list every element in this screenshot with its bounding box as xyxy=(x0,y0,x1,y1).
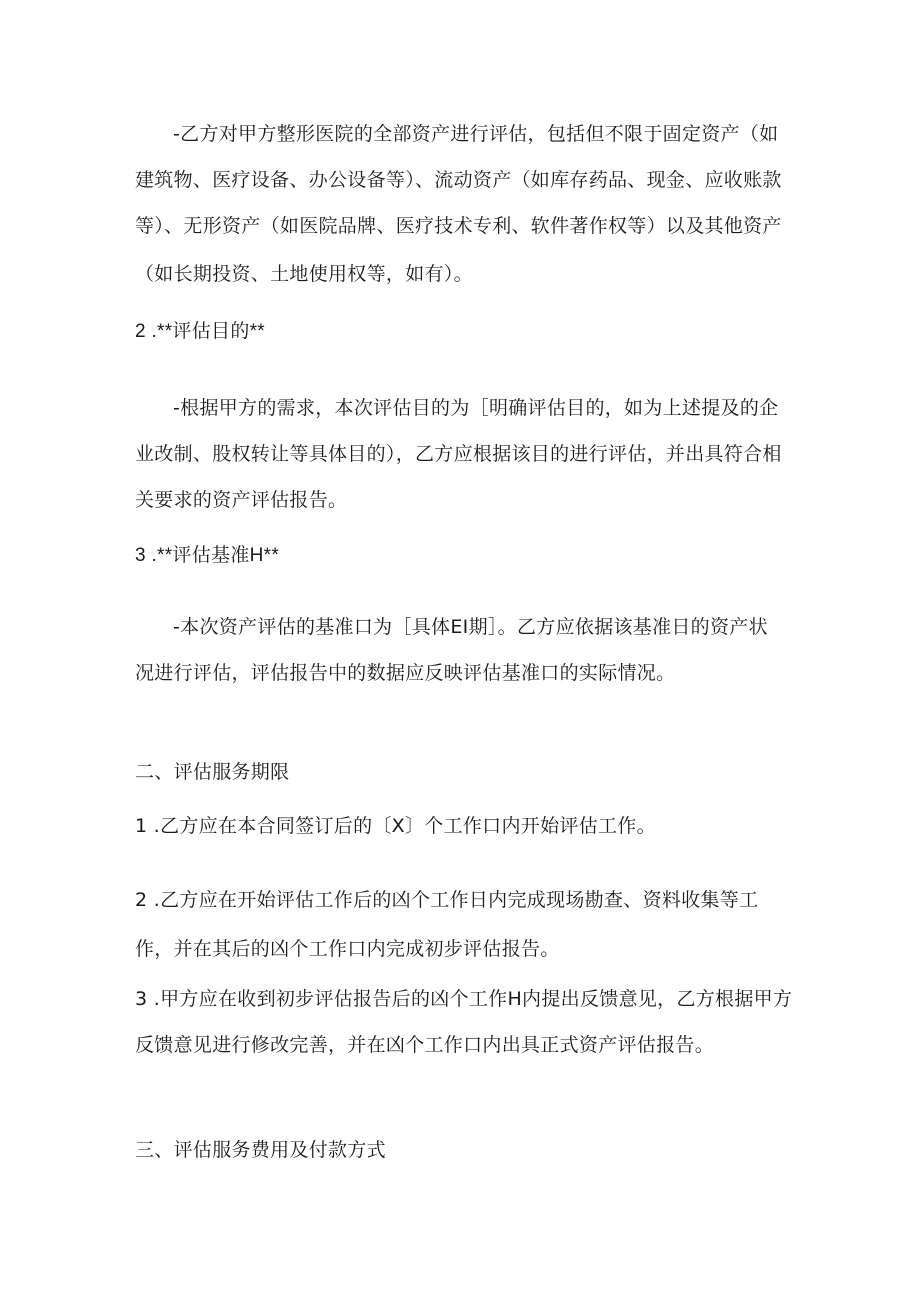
scope-paragraph-line: 等）、无形资产（如医院品牌、医疗技术专利、软件著作权等）以及其他资产 xyxy=(135,215,782,237)
section-heading-fees: 三、评估服务费用及付款方式 xyxy=(135,1139,386,1161)
scope-paragraph-line: 建筑物、医疗设备、办公设备等）、流动资产（如库存药品、现金、应收账款 xyxy=(135,169,782,191)
base-date-paragraph-line: -本次资产评估的基准口为［具体EI期］。乙方应依据该基准日的资产状 xyxy=(173,616,768,638)
section-heading-service-period: 二、评估服务期限 xyxy=(135,761,290,783)
period-item-1: 1 .乙方应在本合同签订后的〔X〕个工作口内开始评估工作。 xyxy=(135,815,656,837)
period-item-3-line: 3 .甲方应在收到初步评估报告后的凶个工作H内提出反馈意见，乙方根据甲方 xyxy=(135,988,793,1010)
purpose-heading: 2 .**评估目的** xyxy=(135,321,266,342)
period-item-3-line: 反馈意见进行修改完善，并在凶个工作口内出具正式资产评估报告。 xyxy=(135,1034,715,1056)
purpose-paragraph-line: -根据甲方的需求，本次评估目的为［明确评估目的，如为上述提及的企 xyxy=(173,397,779,419)
base-date-heading: 3 .**评估基准H** xyxy=(135,545,280,566)
base-date-paragraph-line: 况进行评估，评估报告中的数据应反映评估基准口的实际情况。 xyxy=(135,662,676,684)
scope-paragraph-line: -乙方对甲方整形医院的全部资产进行评估，包括但不限于固定资产（如 xyxy=(173,123,779,145)
period-item-2-line: 作，并在其后的凶个工作口内完成初步评估报告。 xyxy=(135,938,560,960)
purpose-paragraph-line: 业改制、股权转让等具体目的），乙方应根据该目的进行评估，并出具符合相 xyxy=(135,443,782,465)
period-item-2-line: 2 .乙方应在开始评估工作后的凶个工作日内完成现场勘查、资料收集等工 xyxy=(135,889,759,911)
scope-paragraph-line: （如长期投资、土地使用权等，如有）。 xyxy=(135,263,473,285)
purpose-paragraph-line: 关要求的资产评估报告。 xyxy=(135,489,348,511)
